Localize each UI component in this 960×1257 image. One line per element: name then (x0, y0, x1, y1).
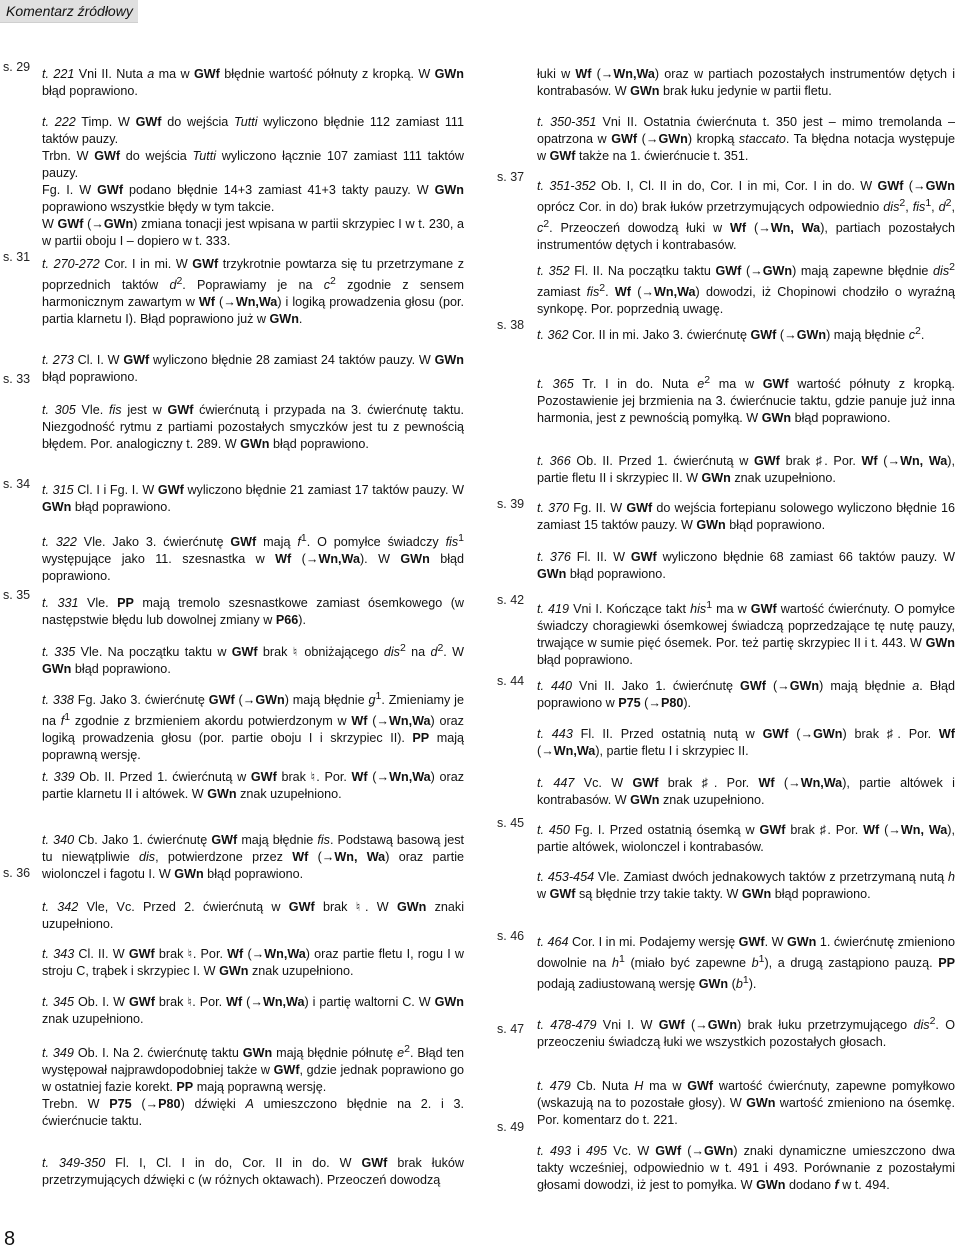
commentary-entry: t. 453-454 Vle. Zamiast dwóch jednakowych taktów z przetrzymaną nutą h w GWf są błędnie trzy takie takty. W GWn błąd poprawiono. (537, 870, 955, 901)
page-reference: s. 36 (3, 866, 31, 880)
commentary-entry: t. 221 Vni II. Nuta a ma w GWf błędnie wartość półnuty z kropką. W GWn błąd poprawiono. (42, 67, 465, 98)
commentary-entry: t. 342 Vle, Vc. Przed 2. ćwierćnutą w GWf brak ♮. W GWn znaki uzupełniono. (42, 900, 464, 931)
commentary-entry: t. 447 Vc. W GWf brak ♯. Por. Wf (→Wn,Wa), partie altówek i kontrabasów. W GWn znak uzupełniono. (537, 776, 955, 807)
commentary-entry: t. 366 Ob. II. Przed 1. ćwierćnutą w GWf brak ♯. Por. Wf (→Wn, Wa), partie fletu II i skrzypiec II. W GWn znak uzupełniono. (537, 454, 955, 485)
commentary-entry: t. 443 Fl. II. Przed ostatnią nutą w GWf (→GWn) brak ♯. Por. Wf (→Wn,Wa), partie fletu I i skrzypiec II. (537, 727, 956, 758)
running-header (0, 0, 138, 23)
commentary-entry: t. 370 Fg. II. W GWf do wejścia fortepianu solowego wyliczono błędnie 16 zamiast 15 taktów pauzy. W GWn błąd poprawiono. (537, 501, 955, 532)
page-reference: s. 45 (497, 816, 525, 830)
page-reference: s. 39 (497, 497, 525, 511)
commentary-entry: t. 419 Vni I. Kończące takt his$^1$ ma w GWf wartość ćwierćnuty. O pomyłce świadczy choragiewki ósemkowej świadczą poprzedzające tę nutę pauzy, trwające w sumie pięć ósemek. Por. też partię skrzypiec II i t. 443. W GWn błąd poprawiono. (537, 599, 955, 668)
commentary-entry: t. 376 Fl. II. W GWf wyliczono błędnie 68 zamiast 66 taktów pauzy. W GWn błąd poprawiono. (537, 550, 955, 581)
commentary-entry: łuki w Wf (→Wn,Wa) oraz w partiach pozostałych instrumentów dętych i kontrabasów. W GWn brak łuku jedynie w partii fletu. (537, 67, 955, 98)
commentary-entry: t. 479 Cb. Nuta H ma w GWf wartość ćwierćnuty, zapewne pomyłkowo (wskazują na to pozostałe głosy). W GWn wartość zmieniono na ósemkę. Por. komentarz do t. 221. (537, 1079, 956, 1127)
commentary-entry: t. 349 Ob. I. Na 2. ćwierćnutę taktu GWn mają błędnie półnutę $e^2$. Błąd ten występował najprawdopodobniej także w GWf, gdzie jednak poprawiono go w ostatniej fazie korekt. PP mają poprawną wersję. Trebn. W P75 (→P80) dźwięki A umieszczono błędnie na 2. i 3. ćwierćnucie taktu. (42, 1043, 465, 1129)
commentary-entry: t. 322 Vle. Jako 3. ćwierćnutę GWf mają $f^1$. O pomyłce świadczy fis$^1$ występujące jako 11. szesnastka w Wf (→Wn,Wa). W GWn błąd poprawiono. (42, 532, 465, 584)
commentary-entry: t. 493 i 495 Vc. W GWf (→GWn) znaki dynamiczne umieszczono dwa takty wcześniej, odpowiednio w t. 491 i 493. Porównanie z pozostałymi głosami dowodzi, iż jest to pomyłka. W GWn dodano f w t. 494. (537, 1144, 956, 1192)
commentary-entry: t. 315 Cl. I i Fg. I. W GWf wyliczono błędnie 21 zamiast 17 taktów pauzy. W GWn błąd poprawiono. (42, 483, 465, 514)
commentary-entry: t. 365 Tr. I in do. Nuta $e^2$ ma w GWf wartość półnuty z kropką. Pozostawienie jej brzmienia na 3. ćwierćnucie taktu, gdzie panuje już inna harmonia, jest z pewnością pomyłką. W GWn błąd poprawiono. (537, 374, 955, 426)
commentary-entry: t. 335 Vle. Na początku taktu w GWf brak ♮ obniżającego dis$^2$ na $d^2$. W GWn błąd poprawiono. (42, 642, 464, 677)
commentary-entry: t. 338 Fg. Jako 3. ćwierćnutę GWf (→GWn) mają błędnie $g^1$. Zmieniamy je na $f^1$ zgodnie z brzmieniem akordu potwierdzonym w Wf (→Wn,Wa) oraz logiką prowadzenia głosu (por. partie oboju I i skrzypiec II). PP mają poprawną wersję. (42, 690, 464, 763)
commentary-entry: t. 343 Cl. II. W GWf brak ♮. Por. Wf (→Wn,Wa) oraz partie fletu I, rogu I w stroju C, trąbek i skrzypiec I. W GWn znak uzupełniono. (42, 947, 464, 978)
page-reference: s. 38 (497, 318, 525, 332)
page-reference: s. 29 (3, 60, 31, 74)
page-reference: s. 42 (497, 593, 525, 607)
commentary-entry: t. 349-350 Fl. I, Cl. I in do, Cor. II in do. W GWf brak łuków przetrzymujących dźwięki c (w różnych oktawach). Przeoczeń dowodzą (42, 1156, 465, 1187)
commentary-entry: t. 351-352 Ob. I, Cl. II in do, Cor. I in mi, Cor. I in do. W GWf (→GWn oprócz Cor. in do) brak łuków przetrzymujących odpowiednio dis$^2$, fis$^1$, $d^2$, $c^2$. Przeoczeń dowodzą łuki w Wf (→Wn, Wa), partiach pozostałych instrumentów dętych i kontrabasów. (537, 179, 956, 253)
commentary-entry: t. 331 Vle. PP mają tremolo szesnastkowe zamiast ósemkowego (w następstwie błędu lub dowolnej zmiany w P66). (42, 596, 465, 627)
commentary-entry: t. 340 Cb. Jako 1. ćwierćnutę GWf mają błędnie fis. Podstawą basową jest tu niewątpliwie dis, potwierdzone przez Wf (→Wn, Wa) oraz partie wiolonczel i fagotu I. W GWn błąd poprawiono. (42, 833, 464, 881)
commentary-entry: t. 464 Cor. I in mi. Podajemy wersję GWf. W GWn 1. ćwierćnutę zmieniono dowolnie na $h^1$ (miało być zapewne $b^1$), a drugą zastąpiono pauzą. PP podają zadiustowaną wersję GWn $(b^1)$. (537, 935, 956, 992)
page-reference: s. 37 (497, 170, 525, 184)
commentary-entry: t. 273 Cl. I. W GWf wyliczono błędnie 28 zamiast 24 taktów pauzy. W GWn błąd poprawiono. (42, 353, 465, 384)
commentary-entry: t. 345 Ob. I. W GWf brak ♮. Por. Wf (→Wn,Wa) i partię waltorni C. W GWn znak uzupełniono. (42, 995, 464, 1026)
commentary-entry: t. 440 Vni II. Jako 1. ćwierćnutę GWf (→GWn) mają błędnie a. Błąd poprawiono w P75 (→P80). (537, 679, 955, 710)
page-reference: s. 31 (3, 250, 31, 264)
page-reference: s. 44 (497, 674, 525, 688)
page-number: 8 (4, 1228, 16, 1250)
page-reference: s. 34 (3, 477, 31, 491)
commentary-entry: t. 352 Fl. II. Na początku taktu GWf (→GWn) mają zapewne błędnie dis$^2$ zamiast fis$^2$. Wf (→Wn,Wa) dowodzi, iż Chopinowi chodziło o wyraźną synkopę. Por. poprzednią uwagę. (537, 261, 956, 317)
page-reference: s. 35 (3, 588, 31, 602)
page-reference: s. 33 (3, 372, 31, 386)
commentary-entry: t. 222 Timp. W GWf do wejścia Tutti wyliczono błędnie 112 zamiast 111 taktów pauzy. Trbn. W GWf do wejścia Tutti wyliczono łącznie 107 zamiast 111 taktów pauzy. Fg. I. W GWf podano błędnie 14+3 zamiast 41+3 takty pauzy. W GWn poprawiono wszystkie błędy w tym takcie. W GWf (→GWn) zmiana tonacji jest wpisana w partii skrzypiec I w t. 230, a w partii oboju I – dopiero w t. 333. (42, 115, 465, 248)
page-reference: s. 47 (497, 1022, 525, 1036)
page-reference: s. 49 (497, 1120, 525, 1134)
commentary-entry: t. 450 Fg. I. Przed ostatnią ósemką w GWf brak ♯. Por. Wf (→Wn, Wa), partie altówek, wiolonczel i kontrabasów. (537, 823, 955, 854)
commentary-entry: t. 270-272 Cor. I in mi. W GWf trzykrotnie powtarza się tu przetrzymane z poprzednich taktów $d^2$. Poprawiamy je na $c^2$ zgodnie z sensem harmonicznym zawartym w Wf (→Wn,Wa) i logiką prowadzenia głosu (por. partia klarnetu I). Błąd poprawiono już w GWn. (42, 257, 464, 327)
commentary-entry: t. 339 Ob. II. Przed 1. ćwierćnutą w GWf brak ♮. Por. Wf (→Wn,Wa) oraz partie klarnetu II i altówek. W GWn znak uzupełniono. (42, 770, 464, 801)
commentary-entry: t. 350-351 Vni II. Ostatnia ćwierćnuta t. 350 jest – mimo tremolanda – opatrzona w GWf (→GWn) kropką staccato. Ta błędna notacja występuje w GWf także na 1. ćwierćnucie t. 351. (537, 115, 956, 163)
commentary-entry: t. 305 Vle. fis jest w GWf ćwierćnutą i przypada na 3. ćwierćnutę taktu. Niezgodność rytmu z partiami pozostałych smyczków jest tu z pewnością błędem. Por. analogiczny t. 289. W GWn błąd poprawiono. (42, 403, 464, 451)
page-reference: s. 46 (497, 929, 525, 943)
running-header-title: Komentarz źródłowy (6, 3, 133, 19)
commentary-entry: t. 362 Cor. II in mi. Jako 3. ćwierćnutę GWf (→GWn) mają błędnie $c^2$. (537, 325, 925, 343)
commentary-entry: t. 478-479 Vni I. W GWf (→GWn) brak łuku przetrzymującego dis$^2$. O przeoczeniu świadczą łuki we wszystkich pozostałych głosach. (537, 1015, 956, 1050)
